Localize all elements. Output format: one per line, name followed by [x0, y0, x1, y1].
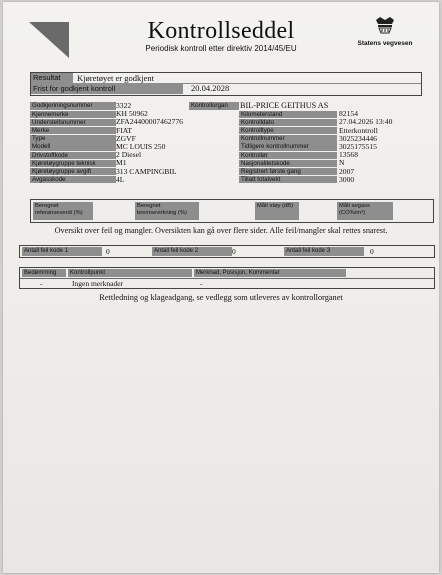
info-row [30, 168, 420, 176]
field-value: N [339, 158, 345, 168]
field-label: Kontrolltype [239, 127, 337, 134]
document-subtitle: Periodisk kontroll etter direktiv 2014/45/EU [145, 44, 297, 53]
vehicle-info-grid [30, 102, 420, 184]
field-label: Kilometerstand [239, 111, 337, 118]
footer-text: Rettledning og klageadgang, se vedlegg som utleveres av kontrollorganet [99, 293, 343, 302]
brake-effect-label: Beregnet bremsevirkning (%) [135, 202, 199, 220]
field-value: 2 Diesel [116, 151, 142, 160]
field-label: Kjennemerke [30, 111, 116, 118]
table-header-rating: Bedømming [22, 269, 66, 277]
field-value: 2007 [339, 166, 355, 176]
logo-text: Statens vegvesen [357, 40, 413, 47]
field-value: 3000 [339, 174, 355, 184]
field-value: ZGVF [116, 134, 136, 143]
result-box [30, 72, 422, 96]
field-value: 313 CAMPINGBIL [116, 167, 177, 176]
row-control-point: Ingen merknader [72, 279, 124, 288]
control-org-label: Kontrollorgan [189, 102, 239, 109]
field-value: FIAT [116, 126, 133, 135]
field-value: 3025175515 [339, 141, 377, 151]
field-label: Avgasskode [30, 176, 116, 183]
info-row [30, 143, 420, 151]
field-value: 3025234446 [339, 133, 377, 143]
reference-value-label: Beregnet referanseverdi (%) [33, 202, 93, 220]
field-label: Kontrollnummer [239, 135, 337, 142]
document-title: Kontrollseddel [147, 18, 295, 44]
field-label: Kontrolldato [239, 119, 337, 126]
statens-vegvesen-logo [355, 16, 415, 47]
field-value: 4L [116, 175, 125, 184]
info-row [30, 176, 420, 184]
field-label: Nasjonalitetskode [239, 160, 337, 167]
result-value: Kjøretøyet er godkjent [77, 73, 154, 83]
field-label: Tillatt totalvekt [239, 176, 337, 183]
row-rating: - [40, 279, 43, 288]
field-label: Type [30, 135, 116, 142]
field-value: ZFA24400007462776 [116, 118, 183, 127]
info-row [30, 151, 420, 159]
field-label: Kontrollør [239, 152, 337, 159]
field-label: Understellsnummer [30, 119, 116, 126]
row-comment: - [200, 279, 203, 288]
field-value: Etterkontroll [339, 125, 378, 135]
defects-table [19, 267, 435, 289]
deadline-value: 20.04.2028 [191, 83, 230, 93]
field-label: Godkjenningsnummer [30, 102, 116, 109]
result-label: Resultat [31, 73, 73, 83]
field-value: MC LOUIS 250 [116, 142, 166, 151]
field-label: Drivstoffkode [30, 152, 116, 159]
exhaust-label: Målt avgass (CO%/m³) [337, 202, 393, 220]
defect-counts-box [19, 245, 435, 258]
field-label: Registrert første gang [239, 168, 337, 175]
field-label: Kjøretøygruppe avgift [30, 168, 116, 175]
noise-label: Målt støy (dB) [255, 202, 299, 220]
measurements-box [30, 199, 434, 223]
field-label: Kjøretøygruppe teknisk [30, 160, 116, 167]
table-header-control-point: Kontrollpunkt [68, 269, 192, 277]
count-label-code-2: Antall feil kode 2 [152, 247, 232, 256]
field-value: 82154 [339, 109, 358, 119]
overview-text: Oversikt over feil og mangler. Oversikten kan gå over flere sider. Alle feil/mangler skal rettes snarest. [54, 226, 388, 235]
count-value-code-1: 0 [106, 247, 110, 256]
count-value-code-2: 0 [232, 247, 236, 256]
count-label-code-3: Antall feil kode 3 [284, 247, 364, 256]
control-org-value: BIL-PRICE GEITHUS AS [240, 101, 329, 110]
table-row [20, 278, 434, 288]
field-value: M1 [116, 159, 127, 168]
table-header-comment: Merknad, Posisjon, Kommentar [194, 269, 346, 277]
field-label: Tidligere kontrollnummer [239, 143, 337, 150]
field-label: Merke [30, 127, 116, 134]
field-value: 13568 [339, 150, 358, 160]
field-value: KH 50962 [116, 110, 148, 119]
field-value: 27.04.2026 13:40 [339, 117, 393, 127]
count-value-code-3: 0 [370, 247, 374, 256]
count-label-code-1: Antall feil kode 1 [22, 247, 102, 256]
info-row [30, 102, 420, 110]
info-row [30, 159, 420, 167]
field-label: Modell [30, 143, 116, 150]
crest-icon [374, 16, 396, 34]
deadline-label: Frist for godkjent kontroll [31, 83, 183, 94]
field-value: 3322 [116, 102, 132, 110]
document-sheet [3, 2, 439, 573]
